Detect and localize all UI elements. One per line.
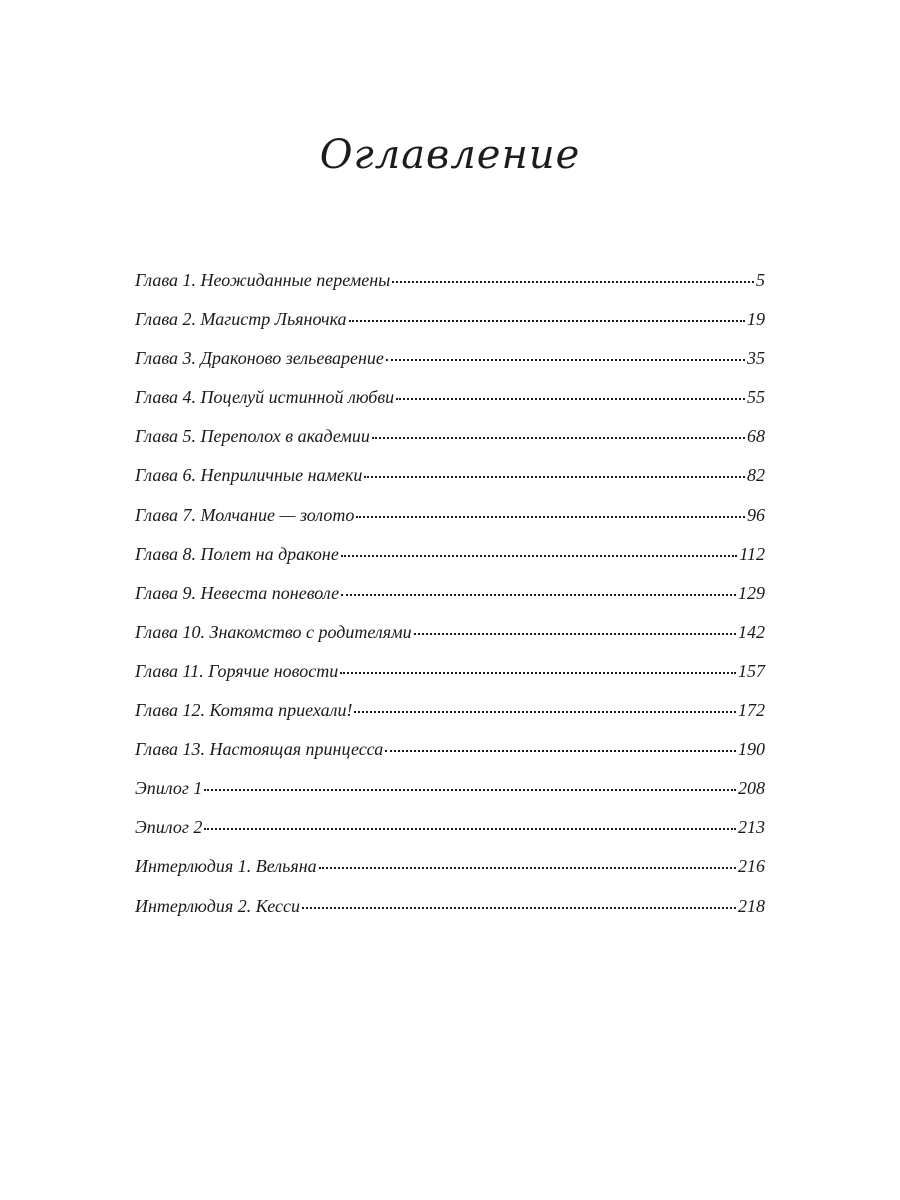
dot-leader — [372, 437, 745, 439]
toc-entry-title: Глава 12. Котята приехали! — [135, 700, 353, 721]
toc-entry-page: 96 — [747, 504, 765, 525]
toc-entry-page: 35 — [747, 348, 765, 369]
dot-leader — [386, 359, 745, 361]
toc-entry[interactable] — [135, 426, 765, 465]
toc-entry[interactable] — [135, 387, 765, 426]
toc-entry-title: Глава 8. Полет на драконе — [135, 543, 339, 564]
toc-entry-page: 112 — [739, 543, 765, 564]
page-title: Оглавление — [319, 132, 581, 178]
toc-entry-title: Глава 7. Молчание — золото — [135, 504, 355, 525]
toc-entry-page: 129 — [738, 582, 765, 603]
toc-entry-title: Эпилог 1 — [135, 778, 203, 799]
toc-entry-title: Глава 9. Невеста поневоле — [135, 582, 340, 603]
toc-entry-title: Глава 13. Настоящая принцесса — [135, 739, 384, 760]
toc-entry[interactable] — [135, 739, 765, 778]
dot-leader — [385, 750, 736, 752]
toc-entry-page: 5 — [756, 270, 765, 290]
dot-leader — [340, 672, 736, 674]
toc-entry-page: 216 — [738, 856, 765, 877]
dot-leader — [302, 907, 736, 909]
toc-entry[interactable] — [135, 896, 765, 935]
toc-entry-page: 142 — [738, 621, 765, 642]
toc-entry-title: Интерлюдия 2. Кесси — [135, 895, 300, 916]
dot-leader — [354, 711, 736, 713]
dot-leader — [341, 594, 736, 596]
toc-entry-page: 190 — [738, 739, 765, 760]
toc-entry[interactable] — [135, 270, 765, 309]
toc-entry-page: 19 — [747, 309, 765, 330]
toc-entry[interactable] — [135, 309, 765, 348]
toc-entry[interactable] — [135, 544, 765, 583]
toc-entry-title: Глава 4. Поцелуй истинной любви — [135, 387, 395, 408]
toc-entry-title: Интерлюдия 1. Вельяна — [135, 856, 317, 877]
toc-entry-title: Глава 5. Переполох в академии — [135, 426, 370, 447]
toc-entry-title: Глава 1. Неожиданные перемены — [135, 270, 391, 290]
toc-entry[interactable] — [135, 661, 765, 700]
toc-entry-page: 172 — [738, 700, 765, 721]
toc-entry-title: Глава 11. Горячие новости — [135, 660, 339, 681]
toc-entry-page: 55 — [747, 387, 765, 408]
toc-entry-page: 82 — [747, 465, 765, 486]
toc-entry-title: Глава 10. Знакомство с родителями — [135, 621, 412, 642]
toc-entry[interactable] — [135, 622, 765, 661]
toc-entry-page: 213 — [738, 817, 765, 838]
dot-leader — [396, 398, 745, 400]
dot-leader — [364, 476, 745, 478]
toc-entry-page: 218 — [738, 895, 765, 916]
dot-leader — [319, 867, 736, 869]
dot-leader — [356, 516, 745, 518]
toc-entry-title: Глава 3. Драконово зельеварение — [135, 348, 384, 369]
toc-entry[interactable] — [135, 465, 765, 504]
dot-leader — [392, 281, 754, 283]
toc-entry-page: 157 — [738, 660, 765, 681]
toc-entry[interactable] — [135, 856, 765, 895]
dot-leader — [341, 555, 738, 557]
table-of-contents — [135, 270, 765, 935]
toc-entry[interactable] — [135, 817, 765, 856]
toc-entry-title: Глава 6. Неприличные намеки — [135, 465, 363, 486]
toc-entry[interactable] — [135, 505, 765, 544]
dot-leader — [204, 828, 736, 830]
toc-entry[interactable] — [135, 700, 765, 739]
toc-entry-title: Глава 2. Магистр Льяночка — [135, 309, 347, 330]
dot-leader — [204, 789, 736, 791]
toc-entry[interactable] — [135, 348, 765, 387]
dot-leader — [349, 320, 745, 322]
dot-leader — [414, 633, 736, 635]
toc-entry[interactable] — [135, 778, 765, 817]
toc-entry-page: 208 — [738, 778, 765, 799]
toc-entry-page: 68 — [747, 426, 765, 447]
toc-entry-title: Эпилог 2 — [135, 817, 203, 838]
toc-entry[interactable] — [135, 583, 765, 622]
